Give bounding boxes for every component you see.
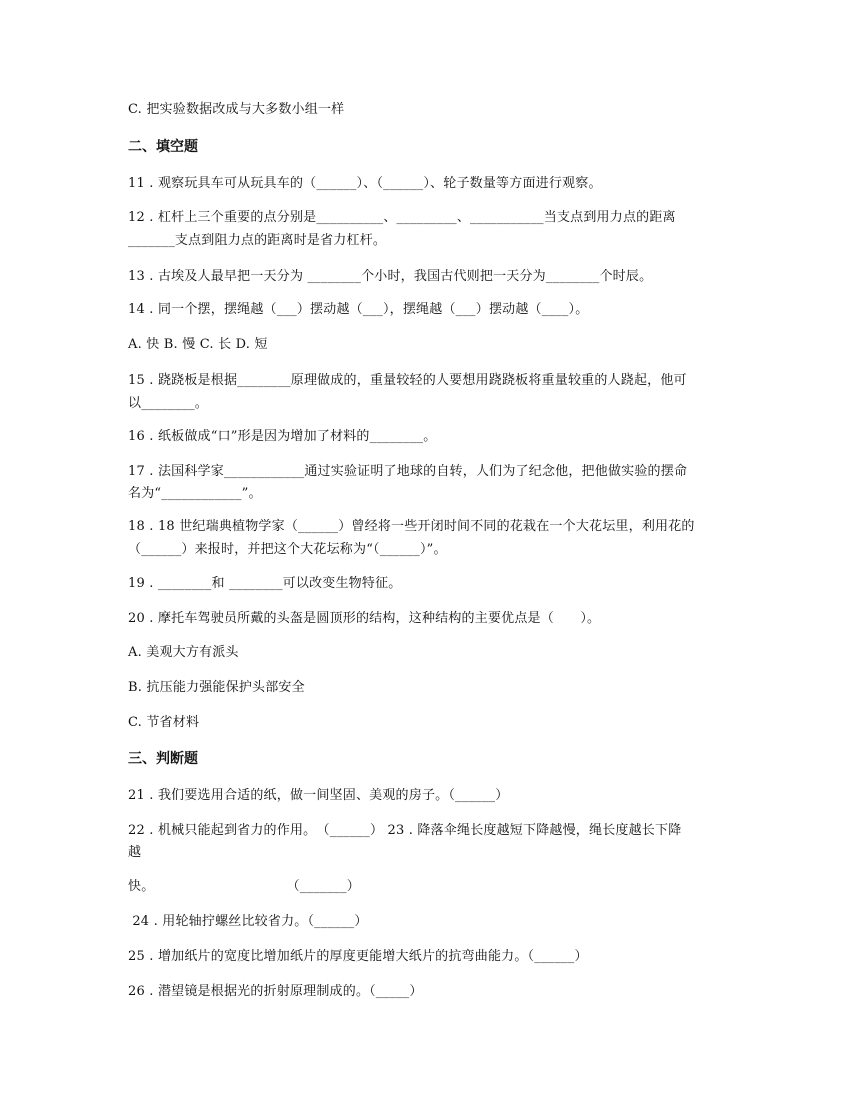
question-23-line3: 快。 （_______） (128, 879, 360, 894)
question-12-line1: 12 . 杠杆上三个重要的点分别是__________、_________、___________当支点到用力点的距离 (128, 210, 676, 225)
option-c-prev: C. 把实验数据改成与大多数小组一样 (128, 102, 345, 117)
question-14-options: A. 快 B. 慢 C. 长 D. 短 (128, 337, 268, 352)
question-19: 19 . ________和 ________可以改变生物特征。 (128, 576, 402, 591)
question-21: 21 . 我们要选用合适的纸，做一间坚固、美观的房子。（______） (128, 788, 509, 803)
question-23-line2: 越 (128, 845, 142, 860)
question-15-line1: 15 . 跷跷板是根据________原理做成的，重量较轻的人要想用跷跷板将重量较重的人跷起，他可 (128, 373, 687, 388)
question-18-line1: 18 . 18 世纪瑞典植物学家（______）曾经将一些开闭时间不同的花栽在一个大花坛里，利用花的 (128, 519, 695, 534)
question-20-option-b: B. 抗压能力强能保护头部安全 (128, 680, 305, 695)
question-11: 11 . 观察玩具车可从玩具车的（______）、（______）、轮子数量等方面进行观察。 (128, 176, 602, 191)
question-18-line2: （______）来报时，并把这个大花坛称为“（______）”。 (128, 542, 447, 557)
question-25: 25 . 增加纸片的宽度比增加纸片的厚度更能增大纸片的抗弯曲能力。（______） (128, 949, 588, 964)
question-12-line2: _______支点到阻力点的距离时是省力杠杆。 (128, 233, 387, 248)
question-20-option-a: A. 美观大方有派头 (128, 645, 239, 660)
question-16: 16 . 纸板做成“口”形是因为增加了材料的________。 (128, 429, 437, 444)
section-title-fill: 二、填空题 (128, 139, 198, 155)
section-title-judge: 三、判断题 (128, 751, 198, 767)
question-13: 13 . 古埃及人最早把一天分为 ________个小时，我国古代则把一天分为________个时辰。 (128, 269, 653, 284)
question-20: 20 . 摩托车驾驶员所戴的头盔是圆顶形的结构，这种结构的主要优点是（ ）。 (128, 611, 601, 626)
question-17-line1: 17 . 法国科学家____________通过实验证明了地球的自转，人们为了纪念他，把他做实验的摆命 (128, 464, 688, 479)
question-20-option-c: C. 节省材料 (128, 715, 200, 730)
question-15-line2: 以________。 (128, 396, 208, 411)
question-26: 26 . 潜望镜是根据光的折射原理制成的。（_____） (128, 984, 423, 999)
question-14: 14 . 同一个摆，摆绳越（___）摆动越（___），摆绳越（___）摆动越（____）。 (128, 302, 589, 317)
question-22-23-line1: 22 . 机械只能起到省力的作用。 （______） 23 . 降落伞绳长度越短下降越慢，绳长度越长下降 (128, 823, 682, 838)
question-24: 24 . 用轮轴拧螺丝比较省力。（______） (128, 914, 368, 929)
question-17-line2: 名为“____________”。 (128, 486, 262, 501)
